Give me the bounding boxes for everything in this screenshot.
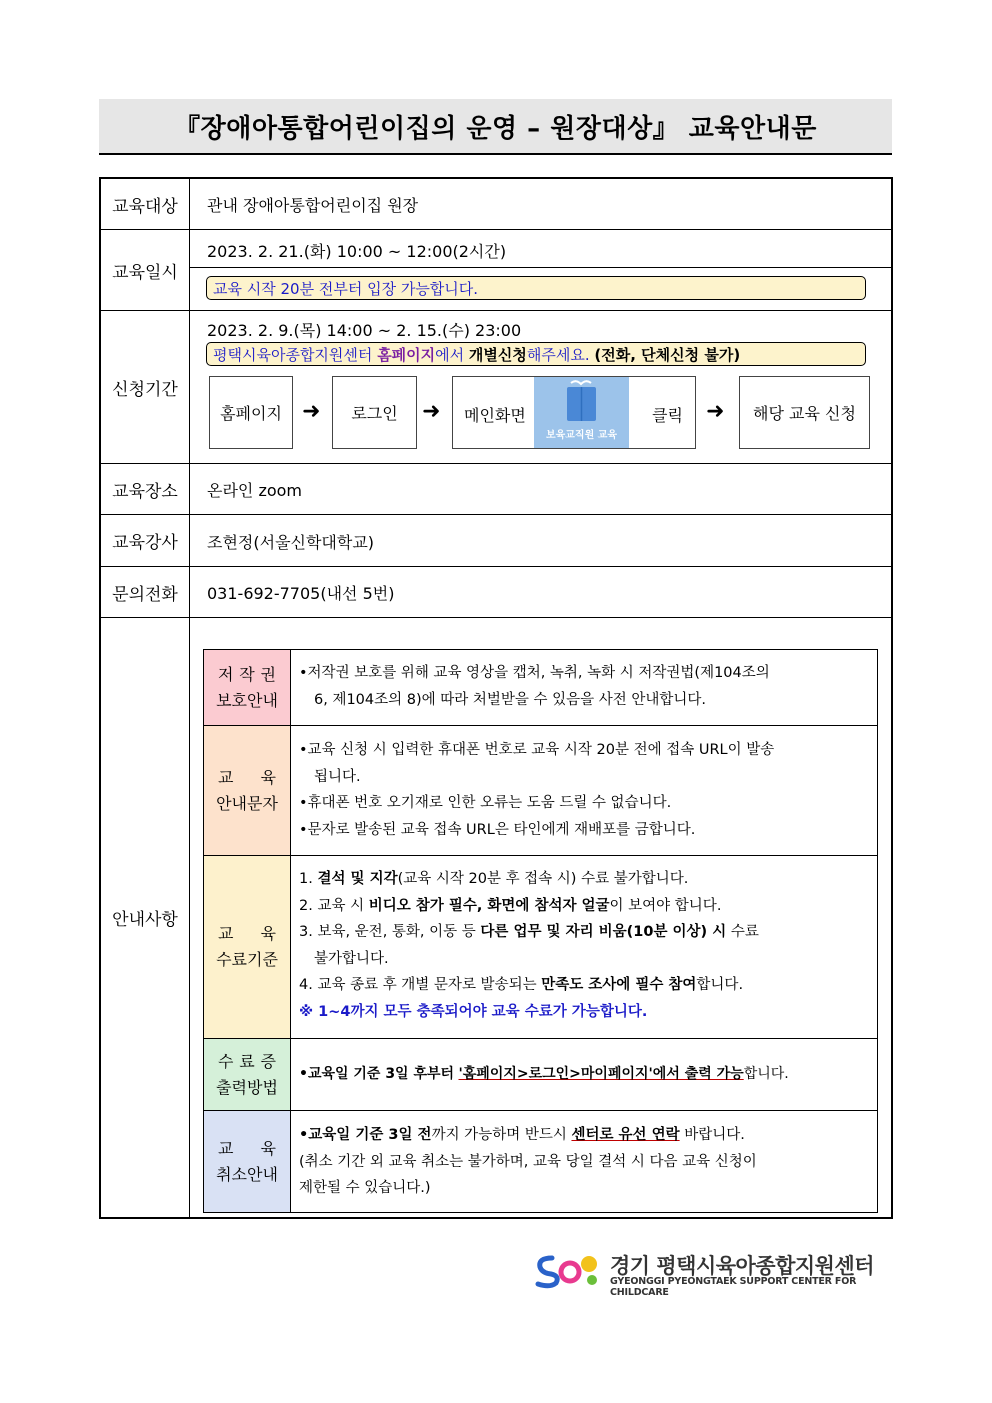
notice-body: •교육일 기준 3일 후부터 '홈페이지>로그인>마이페이지'에서 출력 가능합니다. (299, 1066, 789, 1082)
flow-main-label: 메인화면 (464, 406, 526, 425)
info-table (99, 177, 893, 1219)
apply-period: 2023. 2. 9.(목) 14:00 ~ 2. 15.(수) 23:00 (207, 321, 522, 340)
date-value: 2023. 2. 21.(화) 10:00 ~ 12:00(2시간) (207, 242, 507, 261)
row-label: 신청기간 (101, 311, 190, 463)
row-place (101, 464, 891, 515)
notice-completion (204, 856, 877, 1039)
apply-notice (206, 342, 866, 366)
logo-subtitle: GYEONGGI PYEONGTAEK SUPPORT CENTER FOR CHILDCARE (610, 1276, 857, 1298)
flow-step-homepage: 홈페이지 (209, 376, 293, 449)
notice-body: •저작권 보호를 위해 교육 영상을 캡처, 녹취, 녹화 시 저작권법(제104조의 6, 제104조의 8)에 따라 처벌받을 수 있음을 사전 안내합니다. (299, 665, 770, 708)
target-value: 관내 장애아통합어린이집 원장 (207, 196, 419, 215)
notice-label: 교 육 취소안내 (204, 1111, 291, 1212)
notice-label: 수 료 증 출력방법 (204, 1039, 291, 1110)
notice-body: 1. 결석 및 지각(교육 시작 20분 후 접속 시) 수료 불가합니다. 2. 교육 시 비디오 참가 필수, 화면에 참석자 얼굴이 보여야 합니다. 3. 보육, 운전, 통화, 이동 등 다른 업무 및 자리 비움(10분 이상) 시 수료 불가합니다. 4. 교육 종료 후 개별 문자로 발송되는 만족도 조사에 필수 참여합니다. ※ 1~4까지 모두 충족되어야 교육 수료가 가능합니다. (299, 871, 759, 1020)
row-apply (101, 311, 891, 464)
row-date (101, 230, 891, 311)
notice-body: •교육일 기준 3일 전까지 가능하며 반드시 센터로 유선 연락 바랍니다. (취소 기간 외 교육 취소는 불가하며, 교육 당일 결석 시 다음 교육 신청이 제한될 수 있습니다.) (299, 1127, 757, 1196)
divider (190, 267, 891, 268)
notice-bold: 개별신청 (468, 345, 527, 364)
arrow-right-icon: ➜ (422, 399, 441, 424)
tile-caption: 보육교직원 교육 (545, 430, 618, 441)
flow-step-login: 로그인 (332, 376, 417, 449)
notice-restriction: (전화, 단체신청 불가) (594, 345, 741, 364)
notice-cancel (204, 1111, 877, 1212)
row-notice (101, 618, 891, 1217)
logo-mark-icon (534, 1250, 604, 1290)
row-label: 교육강사 (101, 515, 190, 566)
row-label: 교육대상 (101, 179, 190, 229)
flow-step-apply: 해당 교육 신청 (739, 376, 870, 449)
flow-step-main (452, 376, 696, 449)
entry-notice: 교육 시작 20분 전부터 입장 가능합니다. (206, 276, 866, 300)
notice-body: •교육 신청 시 입력한 휴대폰 번호로 교육 시작 20분 전에 접속 URL이 발송 됩니다. •휴대폰 번호 오기재로 인한 오류는 도움 드릴 수 없습니다. •문자로 발송된 교육 접속 URL은 타인에게 재배포를 금합니다. (299, 742, 775, 838)
arrow-right-icon: ➜ (706, 399, 725, 424)
notice-copyright (204, 650, 877, 726)
notice-label: 교 육 수료기준 (204, 856, 291, 1038)
flow-click-label: 클릭 (652, 406, 683, 425)
row-label: 교육장소 (101, 464, 190, 514)
row-label: 안내사항 (101, 618, 190, 1217)
notice-sms (204, 726, 877, 856)
homepage-link-text: 홈페이지 (377, 345, 436, 364)
notice-label: 저 작 권 보호안내 (204, 650, 291, 725)
row-label: 문의전화 (101, 567, 190, 617)
education-tile (534, 377, 629, 448)
contact-value: 031-692-7705(내선 5번) (207, 584, 395, 603)
logo-name: 경기 평택시육아종합지원센터 (610, 1254, 875, 1278)
lecturer-value: 조현정(서울신학대학교) (207, 533, 375, 552)
row-label: 교육일시 (101, 230, 190, 310)
center-logo (534, 1250, 894, 1298)
notice-text: 에서 (435, 345, 465, 364)
place-value: 온라인 zoom (207, 481, 303, 500)
center-name: 평택시육아종합지원센터 (213, 345, 373, 364)
arrow-right-icon: ➜ (302, 399, 321, 424)
row-target (101, 179, 891, 230)
notice-label: 교 육 안내문자 (204, 726, 291, 855)
notice-text: 해주세요. (526, 345, 590, 364)
row-contact (101, 567, 891, 618)
page-title: 『장애아통합어린이집의 운영 – 원장대상』 교육안내문 (99, 99, 892, 155)
notice-table (203, 649, 878, 1213)
row-lecturer (101, 515, 891, 567)
notice-certificate (204, 1039, 877, 1111)
